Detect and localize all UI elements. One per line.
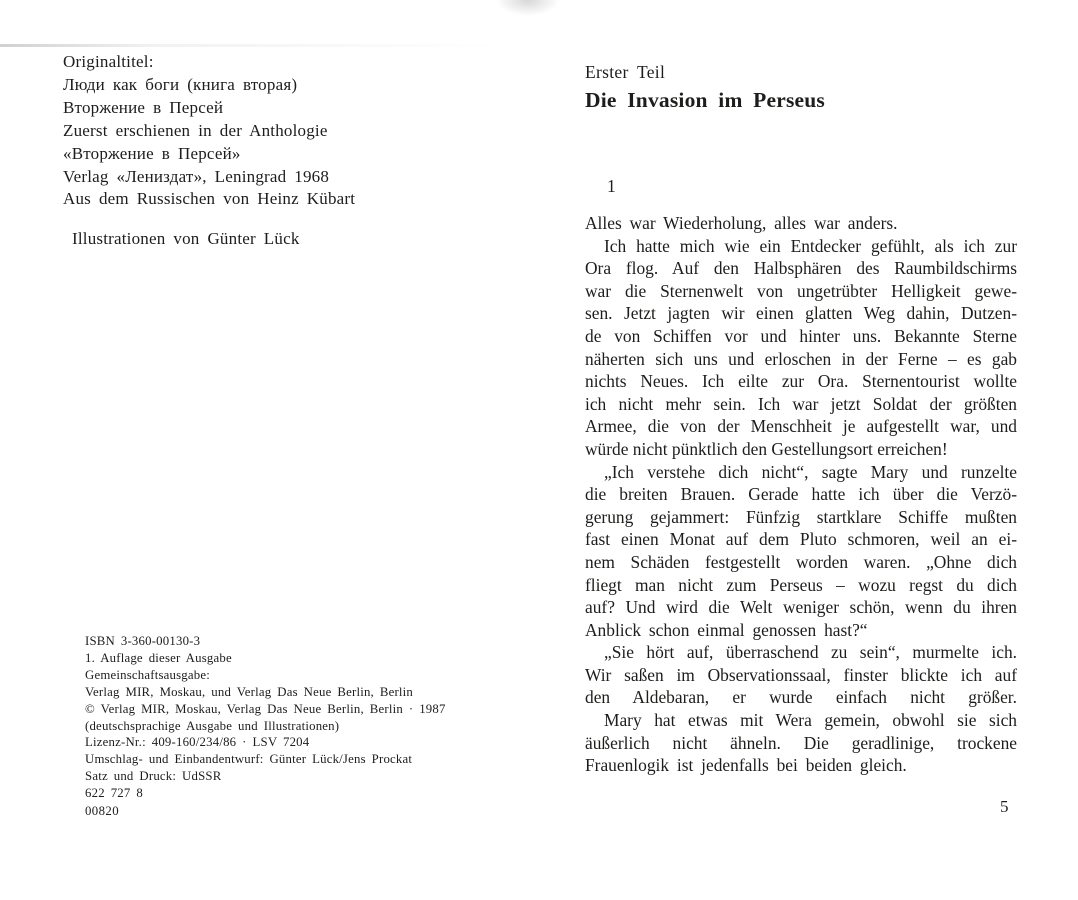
imprint-line: Gemeinschaftsausgabe: — [85, 667, 211, 682]
body-line: „Sie hört auf, überraschend zu sein“, murmelte ich. — [604, 642, 1017, 663]
imprint-block — [85, 633, 446, 802]
body-line: sen. Jetzt jagten wir einen glatten Weg dahin, Dutzen- — [585, 303, 1017, 324]
imprint-line: (deutschsprachige Ausgabe und Illustrationen) — [85, 718, 340, 733]
front-matter-line: Aus dem Russischen von Heinz Kübart — [63, 189, 356, 209]
illustrations-credit: Illustrationen von Günter Lück — [72, 229, 300, 248]
imprint-line: Satz und Druck: UdSSR — [85, 769, 222, 784]
chapter-title: Die Invasion im Perseus — [585, 88, 825, 112]
body-text — [585, 212, 1017, 777]
page-number: 5 — [1000, 797, 1009, 816]
scan-artifact-binding-fold — [496, 0, 560, 16]
body-line: Wir saßen im Observationssaal, finster blickte ich auf — [585, 664, 1017, 685]
body-line: nem Schäden festgestellt worden waren. „Ohne dich — [585, 551, 1017, 572]
front-matter-line: Люди как боги (книга вторая) — [63, 74, 298, 94]
body-line: war die Sternenwelt von ungetrübter Helligkeit gewe- — [585, 280, 1017, 301]
chapter-number: 1 — [607, 176, 616, 196]
body-line: Ora flog. Auf den Halbsphären des Raumbildschirms — [585, 258, 1017, 279]
front-matter-line: Zuerst erschienen in der Anthologie — [63, 120, 328, 140]
body-line: die breiten Brauen. Gerade hatte ich über die Verzö- — [585, 484, 1017, 505]
imprint-line: Verlag MIR, Moskau, und Verlag Das Neue Berlin, Berlin — [85, 684, 414, 699]
imprint-line: Lizenz-Nr.: 409-160/234/86 · LSV 7204 — [85, 735, 310, 750]
body-line: fliegt man nicht zum Perseus – wozu regst du dich — [585, 574, 1017, 595]
body-line: Mary hat etwas mit Wera gemein, obwohl sie sich — [604, 710, 1017, 731]
body-line: de von Schiffen vor und hinter uns. Bekannte Sterne — [585, 325, 1017, 346]
front-matter-line: «Вторжение в Персей» — [63, 143, 241, 163]
body-line: Alles war Wiederholung, alles war anders. — [585, 213, 898, 233]
imprint-line: ISBN 3-360-00130-3 — [85, 634, 201, 648]
front-matter-line: Originaltitel: — [63, 52, 154, 71]
body-line: äußerlich nicht ähneln. Die geradlinige, trockene — [585, 732, 1017, 753]
body-line: fast einen Monat auf dem Pluto schmoren, weil an ei- — [585, 529, 1017, 550]
body-line: Anblick schon einmal genossen hast?“ — [585, 619, 868, 640]
front-matter-line: Verlag «Лениздат», Leningrad 1968 — [63, 166, 330, 186]
body-line: nichts Neues. Ich eilte zur Ora. Sternentourist wollte — [585, 371, 1017, 392]
front-matter-line: Вторжение в Персей — [63, 97, 224, 117]
imprint-line: Umschlag- und Einbandentwurf: Günter Lück/Jens Prockat — [85, 752, 413, 767]
imprint-line: © Verlag MIR, Moskau, Verlag Das Neue Berlin, Berlin · 1987 — [85, 701, 446, 716]
order-number: 00820 — [85, 804, 119, 818]
imprint-line: 1. Auflage dieser Ausgabe — [85, 650, 232, 665]
body-line: Frauenlogik ist jedenfalls bei beiden gleich. — [585, 755, 907, 776]
body-line: ich nicht mehr sein. Ich war jetzt Soldat der größten — [585, 393, 1017, 414]
body-line: auf? Und wird die Welt weniger schön, wenn du ihren — [585, 597, 1017, 618]
part-label: Erster Teil — [585, 62, 666, 82]
body-line: gerung gejammert: Fünfzig startklare Schiffe mußten — [585, 506, 1017, 527]
body-line: „Ich verstehe dich nicht“, sagte Mary und runzelte — [604, 461, 1017, 482]
scan-artifact-streak — [0, 44, 500, 47]
imprint-line: 622 727 8 — [85, 786, 143, 801]
body-line: würde nicht pünktlich den Gestellungsort erreichen! — [585, 438, 948, 459]
body-line: den Aldebaran, er wurde einfach nicht größer. — [585, 687, 1017, 708]
body-line: näherten sich uns und erloschen in der Ferne – es gab — [585, 348, 1017, 369]
body-line: Ich hatte mich wie ein Entdecker gefühlt, als ich zur — [604, 235, 1017, 256]
body-line: Armee, die von der Menschheit je aufgestellt war, und — [585, 416, 1017, 437]
front-matter-block — [63, 51, 355, 211]
